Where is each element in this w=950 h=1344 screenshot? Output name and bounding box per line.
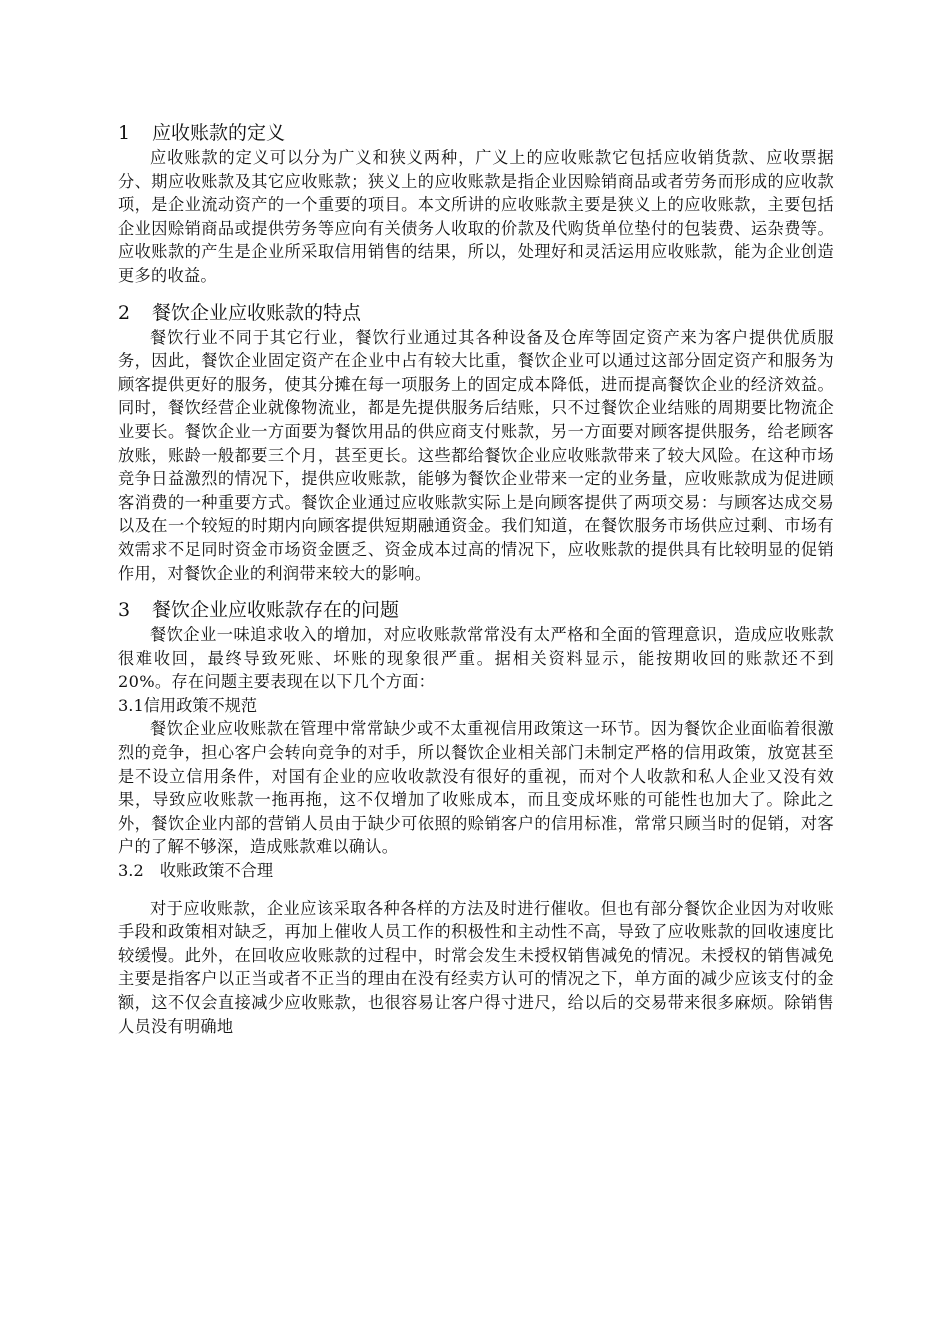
section-number: 2 [118,301,131,324]
section-3-heading [118,597,834,623]
subsection-title: 信用政策不规范 [143,695,258,715]
document-page [118,120,834,1038]
section-title: 餐饮企业应收账款的特点 [152,301,362,324]
subsection-3-2-paragraph: 对于应收账款，企业应该采取各种各样的方法及时进行催收。但也有部分餐饮企业因为对收账手段和政策相对缺乏，再加上催收人员工作的积极性和主动性不高，导致了应收账款的回收速度比较缓慢。此外，在回收应收账款的过程中，时常会发生未授权销售减免的情况。未授权的销售减免主要是指客户以正当或者不正当的理由在没有经卖方认可的情况之下，单方面的减少应该支付的金额，这不仅会直接减少应收账款，也很容易让客户得寸进尺，给以后的交易带来很多麻烦。除销售人员没有明确地 [118,898,834,1036]
section-1-paragraph: 应收账款的定义可以分为广义和狭义两种，广义上的应收账款它包括应收销货款、应收票据分、期应收账款及其它应收账款；狭义上的应收账款是指企业因赊销商品或者劳务而形成的应收款项，是企业流动资产的一个重要的项目。本文所讲的应收账款主要是狭义上的应收账款，主要包括企业因赊销商品或提供劳务等应向有关债务人收取的价款及代购货单位垫付的包装费、运杂费等。应收账款的产生是企业所采取信用销售的结果，所以，处理好和灵活运用应收账款，能为企业创造更多的收益。 [118,148,834,285]
subsection-3-2-heading [118,859,834,883]
subsection-3-1-heading [118,694,834,718]
section-1-heading [118,120,834,146]
section-number: 3 [118,599,131,622]
section-number: 1 [118,122,131,144]
subsection-3-1-paragraph: 餐饮企业应收账款在管理中常常缺少或不太重视信用政策这一环节。因为餐饮企业面临着很激烈的竞争，担心客户会转向竞争的对手，所以餐饮企业相关部门未制定严格的信用政策，放宽甚至是不设立信用条件，对国有企业的应收收款没有很好的重视，而对个人收款和私人企业又没有效果，导致应收账款一拖再拖，这不仅增加了收账成本，而且变成坏账的可能性也加大了。除此之外，餐饮企业内部的营销人员由于缺少可依照的赊销客户的信用标准，常常只顾当时的促销，对客户的了解不够深，造成账款难以确认。 [118,719,834,857]
subsection-number: 3.1 [118,695,144,715]
section-2-paragraph: 餐饮行业不同于其它行业，餐饮行业通过其各种设备及仓库等固定资产来为客户提供优质服务，因此，餐饮企业固定资产在企业中占有较大比重，餐饮企业可以通过这部分固定资产和服务为顾客提供更好的服务，使其分摊在每一项服务上的固定成本降低，进而提高餐饮企业的经济效益。同时，餐饮经营企业就像物流业，都是先提供服务后结账，只不过餐饮企业结账的周期要比物流企业要长。餐饮企业一方面要为餐饮用品的供应商支付账款，另一方面要对顾客提供服务，给老顾客放账，账龄一般都要三个月，甚至更长。这些都给餐饮企业应收账款带来了较大风险。在这种市场竞争日益激烈的情况下，提供应收账款，能够为餐饮企业带来一定的业务量，应收账款成为促进顾客消费的一种重要方式。餐饮企业通过应收账款实际上是向顾客提供了两项交易：与顾客达成交易以及在一个较短的时期内向顾客提供短期融通资金。我们知道，在餐饮服务市场供应过剩、市场有效需求不足同时资金市场资金匮乏、资金成本过高的情况下，应收账款的提供具有比较明显的促销作用，对餐饮企业的利润带来较大的影响。 [118,327,834,583]
subsection-number: 3.2 [118,861,144,881]
section-title: 应收账款的定义 [152,122,286,144]
subsection-title: 收账政策不合理 [159,861,274,881]
section-2-heading [118,300,834,326]
section-3-paragraph: 餐饮企业一味追求收入的增加，对应收账款常常没有太严格和全面的管理意识，造成应收账款很难收回，最终导致死账、坏账的现象很严重。据相关资料显示，能按期收回的账款还不到 20%。存在问题主要表现在以下几个方面： [118,625,834,692]
section-title: 餐饮企业应收账款存在的问题 [152,599,400,622]
